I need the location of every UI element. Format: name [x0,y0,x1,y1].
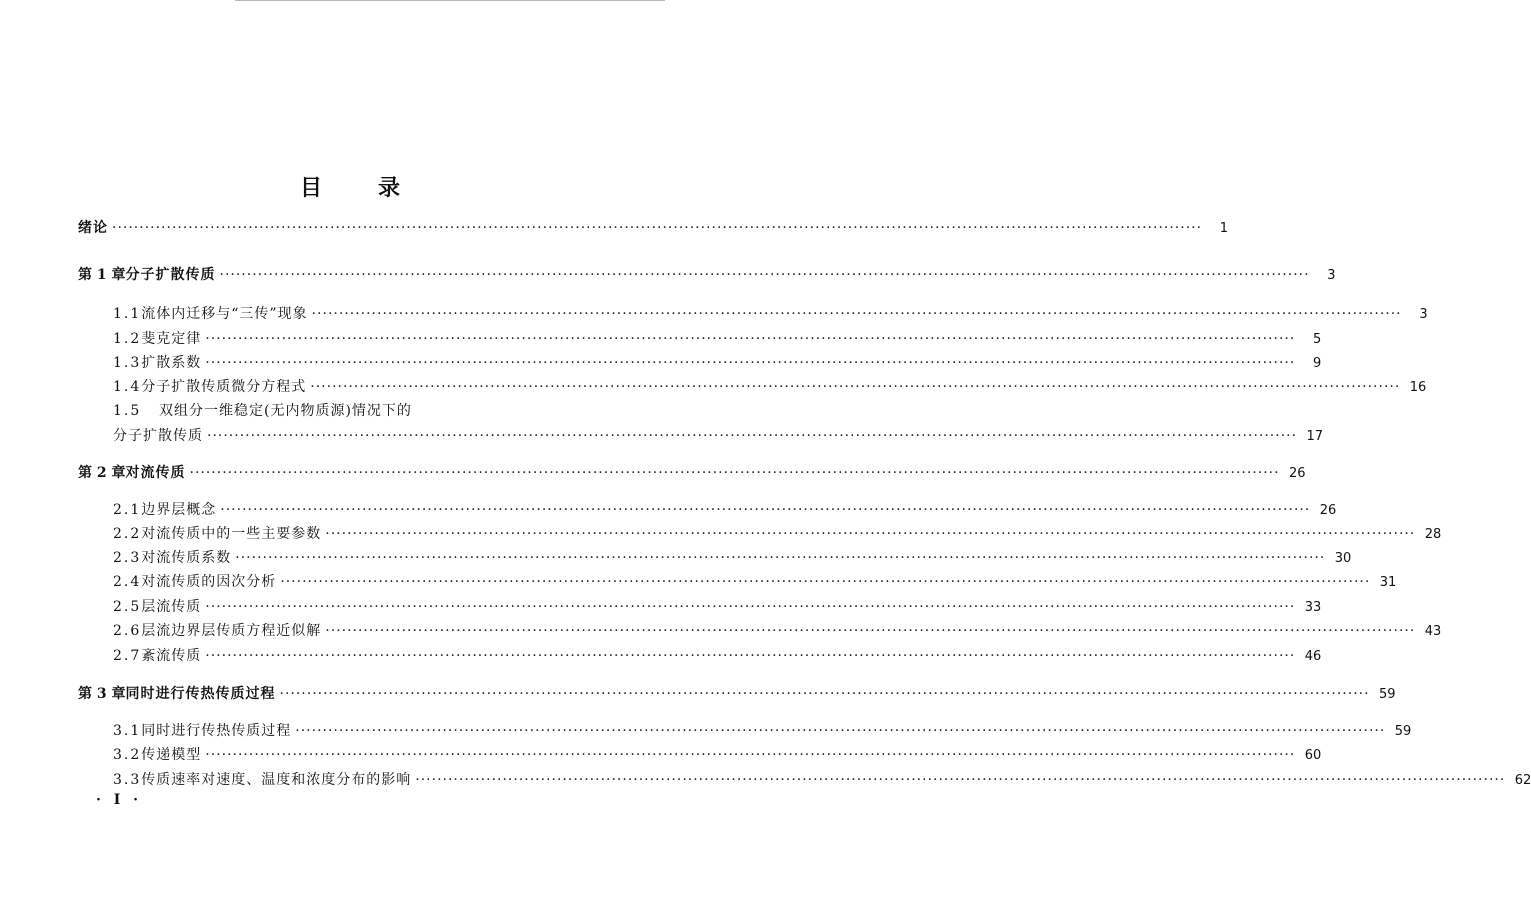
toc-section-entry[interactable] [113,744,1322,766]
entry-title: 同时进行传热传质过程 [125,686,276,702]
dot-leader: ········································································································································································································ [325,526,1416,542]
title-char-left: 目 [299,175,322,201]
entry-title: 边界层概念 [141,502,217,518]
toc-chapter-entry[interactable] [78,264,1336,286]
dot-leader: ········································································································································································································ [205,648,1296,664]
entry-number: 1.4 [113,379,142,395]
toc-chapter-entry[interactable] [78,683,1396,705]
entry-page-number: 3 [1327,268,1336,283]
entry-page-number: 30 [1334,551,1352,566]
entry-number: 2.7 [113,648,142,664]
entry-page-number: 33 [1304,600,1322,615]
entry-page-number: 26 [1319,503,1337,518]
entry-page-number: 62 [1514,773,1531,788]
entry-title: 扩散系数 [141,355,202,371]
entry-page-number: 1 [1219,221,1229,236]
entry-title: 双组分一维稳定(无内物质源)情况下的 [159,403,412,419]
dot-leader: ········································································································································································································ [325,623,1416,639]
entry-number: 第 1 章 [78,267,126,283]
top-scan-edge [235,0,665,1]
dot-leader: ········································································································································································································ [207,428,1298,444]
toc-section-entry[interactable] [113,720,1412,742]
dot-leader: ········································································································································································································ [295,723,1386,739]
dot-leader: ········································································································································································································ [112,220,1203,236]
dot-leader: ········································································································································································································ [279,686,1370,702]
toc-section-entry[interactable] [113,376,1427,398]
toc-section-entry[interactable] [113,547,1352,569]
toc-section-entry[interactable] [113,499,1337,521]
toc-chapter-entry[interactable] [78,217,1229,239]
entry-title: 分子扩散传质 [125,267,216,283]
entry-number: 2.4 [113,574,142,590]
toc-section-entry[interactable] [113,303,1428,325]
entry-page-number: 16 [1409,380,1427,395]
toc-section-entry[interactable] [113,352,1322,374]
toc-section-entry[interactable] [113,596,1322,618]
dot-leader: ········································································································································································································ [311,306,1402,322]
toc-section-entry[interactable] [113,328,1322,350]
entry-page-number: 5 [1313,332,1322,347]
entry-page-number: 59 [1394,724,1412,739]
entry-page-number: 17 [1306,429,1324,444]
entry-number: 2.5 [113,599,142,615]
dot-leader: ········································································································································································································ [415,772,1506,788]
dot-leader: ········································································································································································································ [205,599,1296,615]
entry-number: 2.2 [113,526,142,542]
entry-page-number: 46 [1304,649,1322,664]
entry-page-number: 60 [1304,748,1322,763]
entry-number: 1.1 [113,306,142,322]
entry-page-number: 31 [1379,575,1397,590]
entry-title: 分子扩散传质 [113,428,203,444]
entry-number: 2.3 [113,550,142,566]
entry-page-number: 28 [1424,527,1442,542]
dot-leader: ········································································································································································································ [280,574,1371,590]
page-title [0,171,700,202]
toc-section-entry[interactable] [113,645,1322,667]
entry-number: 1.5 [113,403,142,419]
toc-section-entry[interactable] [113,400,592,422]
toc-chapter-entry[interactable] [78,462,1306,484]
dot-leader: ········································································································································································································ [205,747,1296,763]
entry-title: 紊流传质 [141,648,202,664]
entry-number: 2.1 [113,502,142,518]
toc-section-entry[interactable] [113,620,1442,642]
dot-leader: ········································································································································································································ [205,355,1296,371]
entry-title: 传递模型 [141,747,202,763]
entry-page-number: 26 [1289,466,1306,481]
toc-section-entry[interactable] [113,571,1397,593]
entry-title: 同时进行传热传质过程 [141,723,292,739]
entry-page-number: 9 [1313,356,1322,371]
dot-leader: ········································································································································································································ [235,550,1326,566]
entry-title: 流体内迁移与“三传”现象 [141,306,308,322]
entry-title: 层流边界层传质方程近似解 [141,623,322,639]
toc-section-entry[interactable] [113,523,1442,545]
entry-number: 2.6 [113,623,142,639]
entry-number: 1.3 [113,355,142,371]
entry-title: 对流传质 [125,465,186,481]
toc-section-entry[interactable] [113,769,1531,791]
dot-leader: ········································································································································································································ [310,379,1401,395]
entry-page-number: 43 [1424,624,1442,639]
dot-leader: ········································································································································································································ [220,502,1311,518]
entry-number: 3.2 [113,747,142,763]
title-char-right: 录 [378,175,401,201]
dot-leader: ········································································································································································································ [219,267,1310,283]
entry-number: 3.1 [113,723,142,739]
toc-section-entry[interactable] [113,425,1324,447]
entry-page-number: 3 [1419,307,1428,322]
entry-number: 第 3 章 [78,686,126,702]
entry-title: 斐克定律 [141,331,202,347]
dot-leader: ········································································································································································································ [205,331,1296,347]
entry-title: 对流传质中的一些主要参数 [141,526,322,542]
entry-title: 层流传质 [141,599,202,615]
entry-title: 分子扩散传质微分方程式 [141,379,307,395]
entry-number: 1.2 [113,331,142,347]
page-number-footer: · I · [96,792,143,808]
entry-title: 对流传质的因次分析 [141,574,277,590]
entry-title: 对流传质系数 [141,550,232,566]
entry-title: 绪论 [78,220,108,236]
entry-title: 传质速率对速度、温度和浓度分布的影响 [141,772,412,788]
entry-number: 3.3 [113,772,142,788]
entry-page-number: 59 [1379,687,1396,702]
dot-leader: ········································································································································································································ [189,465,1280,481]
entry-number: 第 2 章 [78,465,126,481]
